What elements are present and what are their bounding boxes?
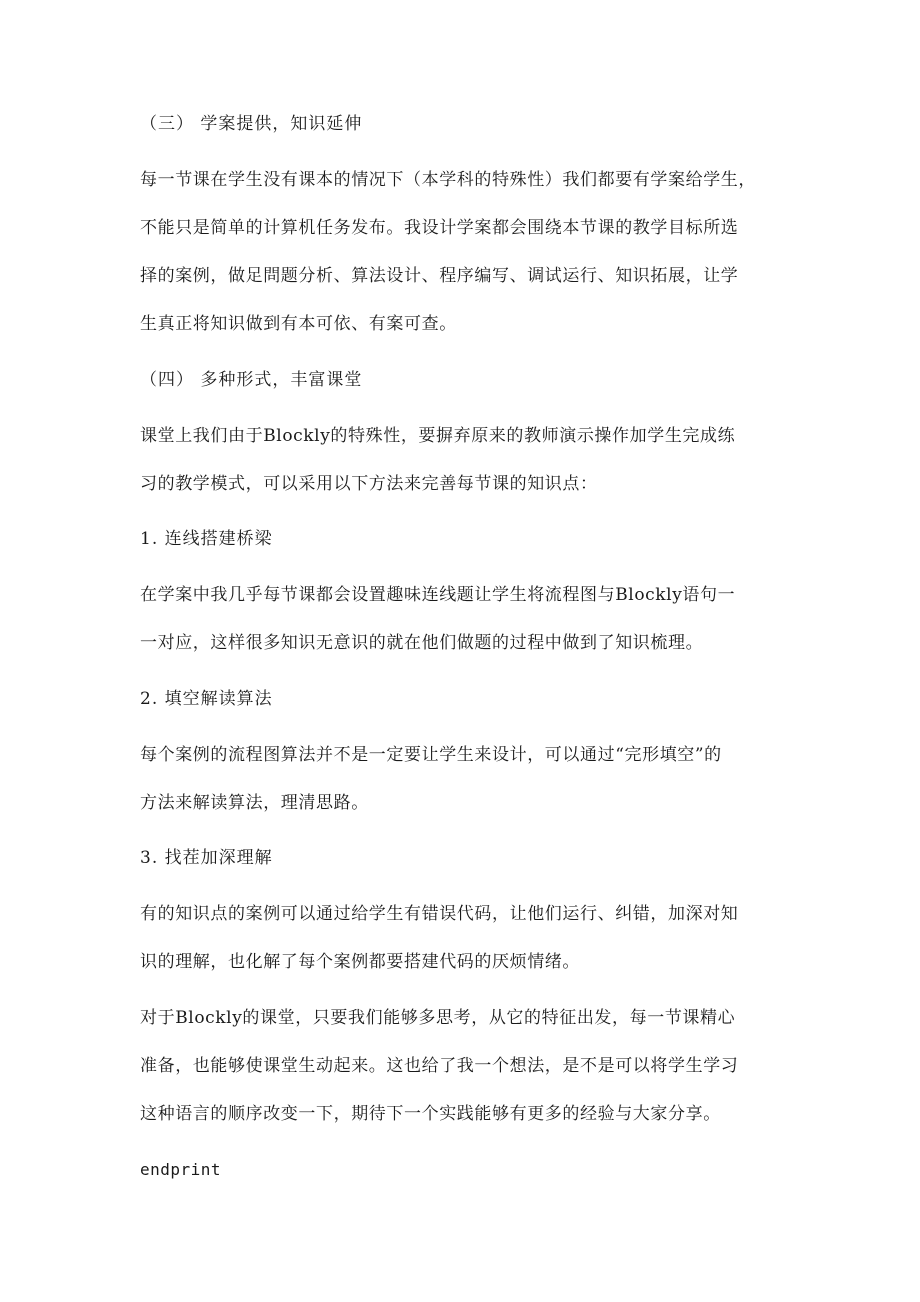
method-heading-3: 3. 找茬加深理解 bbox=[140, 848, 273, 868]
endprint-marker: endprint bbox=[140, 1160, 222, 1179]
paragraph-line: 生真正将知识做到有本可依、有案可查。 bbox=[140, 314, 457, 334]
section-heading-4: （四） 多种形式，丰富课堂 bbox=[140, 370, 363, 390]
paragraph-line: 每个案例的流程图算法并不是一定要让学生来设计，可以通过“完形填空”的 bbox=[140, 745, 722, 765]
paragraph-line: 识的理解，也化解了每个案例都要搭建代码的厌烦情绪。 bbox=[140, 952, 580, 972]
paragraph-line: 一对应，这样很多知识无意识的就在他们做题的过程中做到了知识梳理。 bbox=[140, 633, 704, 653]
paragraph-line: 准备，也能够使课堂生动起来。这也给了我一个想法，是不是可以将学生学习 bbox=[140, 1056, 739, 1076]
paragraph-line: 对于Blockly的课堂，只要我们能够多思考，从它的特征出发，每一节课精心 bbox=[140, 1008, 736, 1028]
paragraph-line: 这种语言的顺序改变一下，期待下一个实践能够有更多的经验与大家分享。 bbox=[140, 1104, 721, 1124]
paragraph-line: 每一节课在学生没有课本的情况下（本学科的特殊性）我们都要有学案给学生， bbox=[140, 170, 756, 190]
paragraph-line: 习的教学模式，可以采用以下方法来完善每节课的知识点： bbox=[140, 474, 598, 494]
paragraph-line: 课堂上我们由于Blockly的特殊性，要摒弃原来的教师演示操作加学生完成练 bbox=[140, 426, 736, 446]
section-heading-3: （三） 学案提供，知识延伸 bbox=[140, 114, 363, 134]
paragraph-line: 有的知识点的案例可以通过给学生有错误代码，让他们运行、纠错，加深对知 bbox=[140, 904, 739, 924]
paragraph-line: 不能只是简单的计算机任务发布。我设计学案都会围绕本节课的教学目标所选 bbox=[140, 218, 739, 238]
paragraph-line: 择的案例，做足問题分析、算法设计、程序编写、调试运行、知识拓展，让学 bbox=[140, 266, 739, 286]
method-heading-1: 1. 连线搭建桥梁 bbox=[140, 529, 273, 549]
method-heading-2: 2. 填空解读算法 bbox=[140, 689, 273, 709]
paragraph-line: 方法来解读算法，理清思路。 bbox=[140, 793, 369, 813]
paragraph-line: 在学案中我几乎每节课都会设置趣味连线题让学生将流程图与Blockly语句一 bbox=[140, 585, 736, 605]
